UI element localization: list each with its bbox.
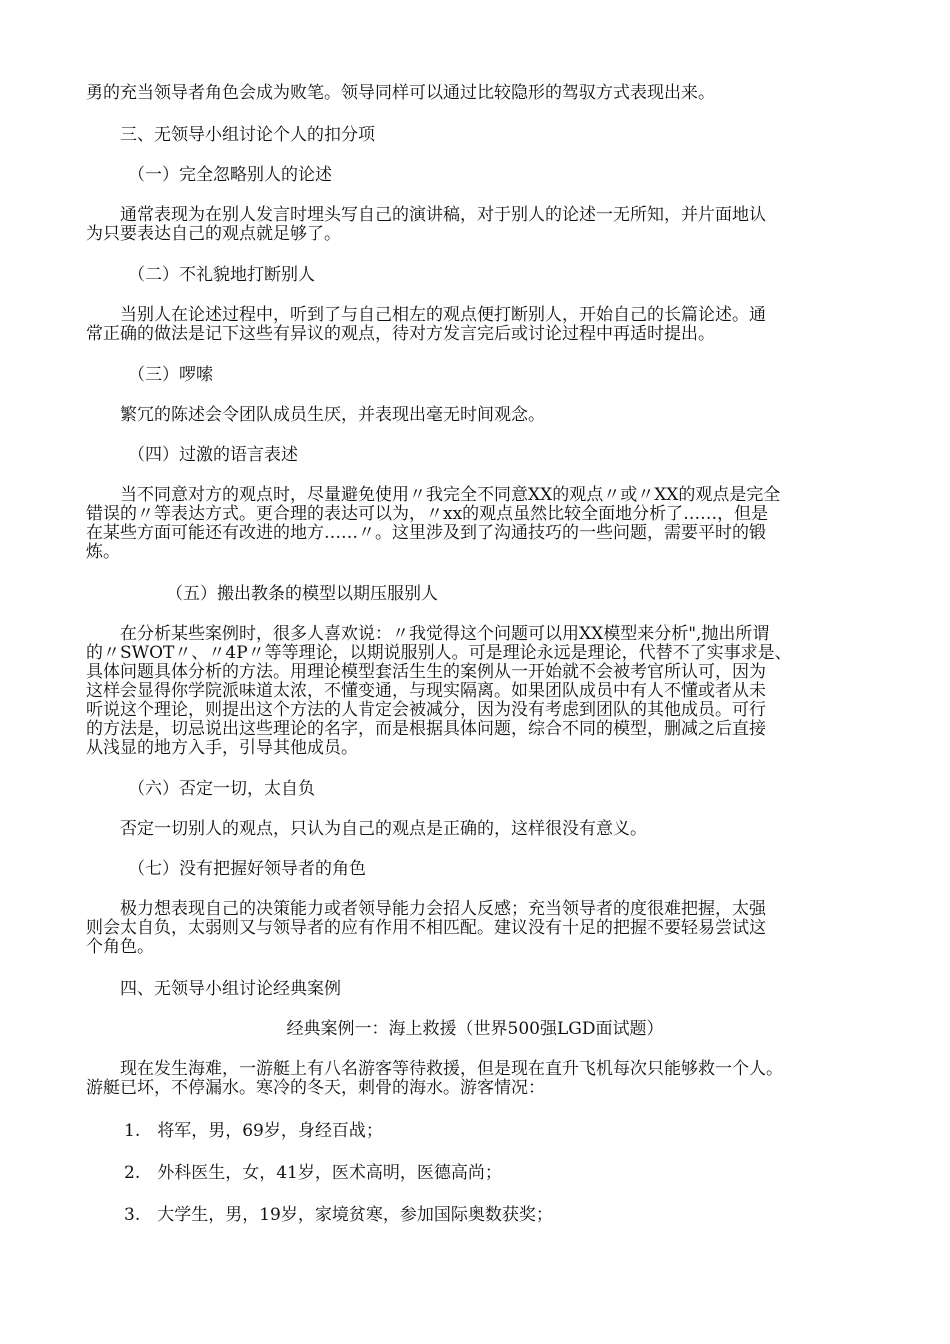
paragraph-line: 炼。 bbox=[86, 542, 120, 562]
item-5-paragraph bbox=[86, 625, 866, 758]
list-item: 2. 外科医生，女，41岁，医术高明，医德高尚； bbox=[124, 1163, 502, 1183]
paragraph-line: 个角色。 bbox=[86, 937, 154, 957]
paragraph-continued: 勇的充当领导者角色会成为败笔。领导同样可以通过比较隐形的驾驭方式表现出来。 bbox=[86, 83, 715, 103]
paragraph-line: 这样会显得你学院派味道太浓，不懂变通，与现实隔离。如果团队成员中有人不懂或者从未 bbox=[86, 681, 766, 701]
item-6-paragraph: 否定一切别人的观点，只认为自己的观点是正确的，这样很没有意义。 bbox=[120, 819, 647, 839]
paragraph-line: 具体问题具体分析的方法。用理论模型套活生生的案例从一开始就不会被考官所认可，因为 bbox=[86, 662, 766, 682]
paragraph-line: 错误的〃等表达方式。更合理的表达可以为，〃xx的观点虽然比较全面地分析了……，但是 bbox=[86, 504, 769, 524]
item-6-heading: （六）否定一切，太自负 bbox=[128, 779, 315, 799]
paragraph-line: 的〃SWOT〃、〃4P〃等等理论，以期说服别人。可是理论永远是理论，代替不了实事求是、 bbox=[86, 643, 792, 663]
item-3-heading: （三）啰嗦 bbox=[128, 365, 213, 385]
item-2-heading: （二）不礼貌地打断别人 bbox=[128, 265, 315, 285]
paragraph-line: 听说这个理论，则提出这个方法的人肯定会被减分，因为没有考虑到团队的其他成员。可行 bbox=[86, 700, 766, 720]
item-1-paragraph bbox=[86, 206, 866, 244]
item-5-heading: （五）搬出教条的模型以期压服别人 bbox=[166, 584, 438, 604]
list-item: 3. 大学生，男，19岁，家境贫寒，参加国际奥数获奖； bbox=[124, 1205, 553, 1225]
case-1-paragraph bbox=[86, 1060, 866, 1098]
paragraph-line: 当别人在论述过程中，听到了与自己相左的观点便打断别人，开始自己的长篇论述。通 bbox=[120, 305, 766, 325]
item-3-paragraph: 繁冗的陈述会令团队成员生厌，并表现出毫无时间观念。 bbox=[120, 405, 545, 425]
paragraph-line: 的方法是，切忌说出这些理论的名字，而是根据具体问题，综合不同的模型，删减之后直接 bbox=[86, 719, 766, 739]
paragraph-line: 极力想表现自己的决策能力或者领导能力会招人反感；充当领导者的度很难把握，太强 bbox=[120, 899, 766, 919]
paragraph-line: 游艇已坏，不停漏水。寒冷的冬天，刺骨的海水。游客情况： bbox=[86, 1078, 545, 1098]
paragraph-line: 当不同意对方的观点时，尽量避免使用〃我完全不同意XX的观点〃或〃XX的观点是完全 bbox=[120, 485, 781, 505]
item-7-paragraph bbox=[86, 900, 866, 957]
paragraph-line: 现在发生海难，一游艇上有八名游客等待救援，但是现在直升飞机每次只能够救一个人。 bbox=[120, 1059, 783, 1079]
list-item: 1. 将军，男，69岁，身经百战； bbox=[124, 1121, 383, 1141]
paragraph-line: 常正确的做法是记下这些有异议的观点，待对方发言完后或讨论过程中再适时提出。 bbox=[86, 324, 715, 344]
paragraph-line: 在分析某些案例时，很多人喜欢说：〃我觉得这个问题可以用XX模型来分析",抛出所谓 bbox=[120, 624, 770, 644]
paragraph-line: 通常表现为在别人发言时埋头写自己的演讲稿，对于别人的论述一无所知，并片面地认 bbox=[120, 205, 766, 225]
paragraph-line: 从浅显的地方入手，引导其他成员。 bbox=[86, 738, 358, 758]
item-1-heading: （一）完全忽略别人的论述 bbox=[128, 165, 332, 185]
paragraph-line: 为只要表达自己的观点就足够了。 bbox=[86, 224, 341, 244]
section-4-heading: 四、无领导小组讨论经典案例 bbox=[120, 979, 341, 999]
paragraph-line: 则会太自负，太弱则又与领导者的应有作用不相匹配。建议没有十足的把握不要轻易尝试这 bbox=[86, 918, 766, 938]
case-1-title: 经典案例一：海上救援（世界500强LGD面试题） bbox=[286, 1019, 664, 1039]
item-4-paragraph bbox=[86, 486, 866, 562]
item-7-heading: （七）没有把握好领导者的角色 bbox=[128, 859, 366, 879]
section-3-heading: 三、无领导小组讨论个人的扣分项 bbox=[120, 125, 375, 145]
item-2-paragraph bbox=[86, 306, 866, 344]
paragraph-line: 在某些方面可能还有改进的地方……〃。这里涉及到了沟通技巧的一些问题，需要平时的锻 bbox=[86, 523, 766, 543]
item-4-heading: （四）过激的语言表述 bbox=[128, 445, 298, 465]
